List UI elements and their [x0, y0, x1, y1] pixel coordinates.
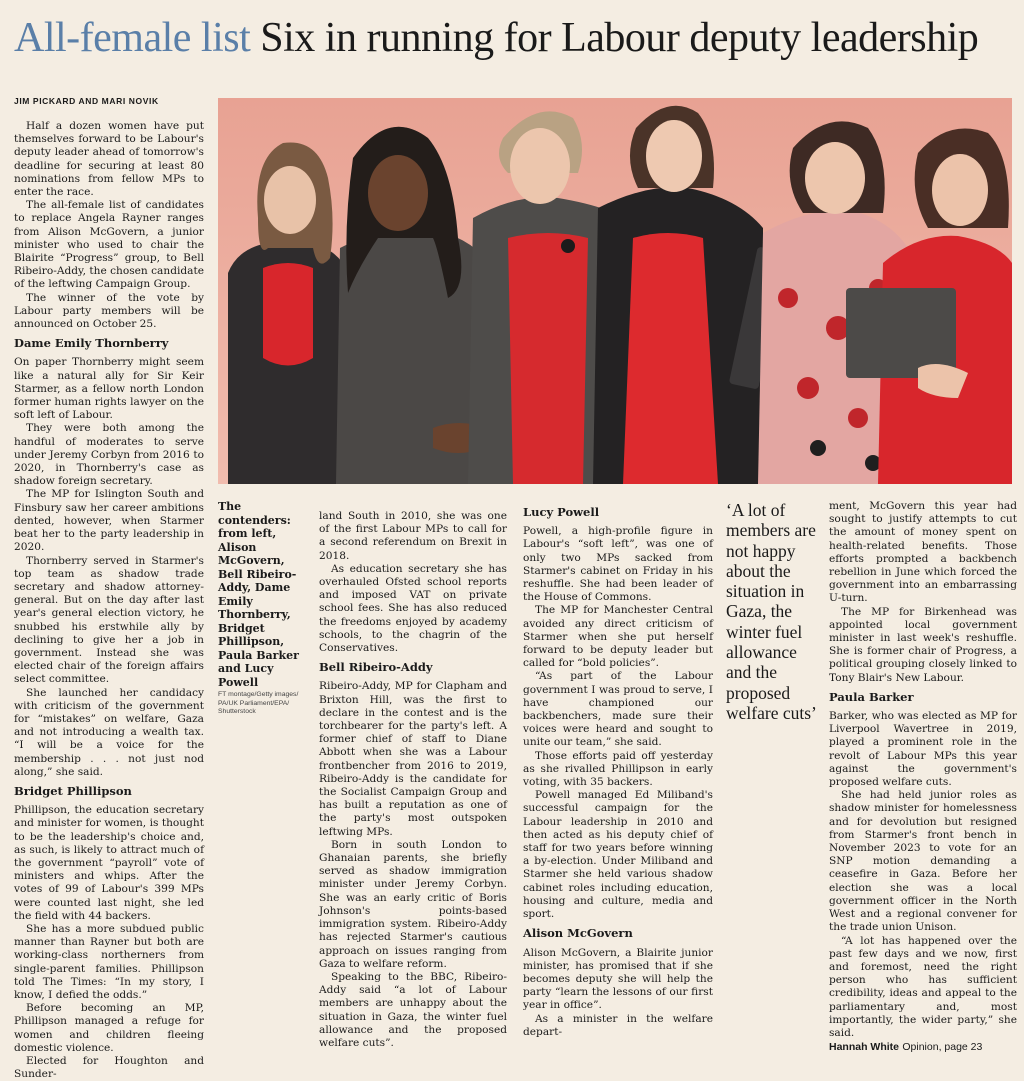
cross-reference-author: Hannah White	[829, 1041, 899, 1054]
body-paragraph: As a minister in the welfare depart-	[523, 1012, 713, 1038]
body-paragraph: ment, McGovern this year had sought to justify attempts to cut the amount of money spent on health-related benefits. Those efforts prompted a backbench rebellion in June which forced the government into an embarrassing U-turn.	[829, 500, 1017, 605]
body-paragraph: The MP for Islington South and Finsbury saw her career ambitions dented, however, when Starmer beat her to the party leadership in 2020.	[14, 488, 204, 554]
body-paragraph: Those efforts paid off yesterday as she rivalled Phillipson in early voting, with 35 backers.	[523, 749, 713, 789]
body-paragraph: Powell managed Ed Miliband's successful campaign for the Labour leadership in 2010 and then acted as his deputy chief of staff for two years before winning a by-election. Under Miliband and Starmer she held various shadow cabinet roles including education, housing and culture, media and sport.	[523, 789, 713, 921]
body-paragraph: The MP for Manchester Central avoided any direct criticism of Starmer when she put herself forward to be deputy leader but called for “bold policies”.	[523, 604, 713, 670]
pull-quote: ‘A lot of members are not happy about the situation in Gaza, the winter fuel allowance and the proposed welfare cuts’	[726, 500, 817, 723]
section-heading-powell: Lucy Powell	[523, 505, 600, 519]
body-paragraph: Before becoming an MP, Phillipson managed a refuge for women and children fleeing domestic violence.	[14, 1002, 204, 1054]
body-paragraph: Powell, a high-profile figure in Labour's “soft left”, was one of only two MPs sacked from Starmer's cabinet on Friday in his reshuffle. She had been leader of the House of Commons.	[523, 525, 713, 604]
headline-title: Six in running for Labour deputy leadership	[260, 15, 979, 61]
body-paragraph: They were both among the handful of moderates to serve under Jeremy Corbyn from 2016 to 2020, in Thornberry's case as shadow foreign secretary.	[14, 422, 204, 488]
body-paragraph: Elected for Houghton and Sunder-	[14, 1055, 204, 1081]
section-heading-barker: Paula Barker	[829, 689, 914, 704]
section-heading-mcgovern: Alison McGovern	[523, 926, 633, 941]
body-paragraph: Speaking to the BBC, Ribeiro-Addy said “a lot of Labour members are unhappy about the situation in Gaza, the winter fuel allowance and the proposed welfare cuts”.	[319, 970, 507, 1049]
body-paragraph: Alison McGovern, a Blairite junior minister, has promised that if she becomes deputy she will help the party “learn the lessons of our first year in office”.	[523, 946, 713, 1012]
body-paragraph: Barker, who was elected as MP for Liverpool Wavertree in 2019, played a prominent role in the revolt of Labour MPs this year against the government's proposed welfare cuts.	[829, 710, 1017, 789]
body-paragraph: Ribeiro-Addy, MP for Clapham and Brixton Hill, was the first to declare in the contest and is the torchbearer for the party's left. A former chief of staff to Diane Abbott when she was a Labour frontbencher from 2016 to 2019, Ribeiro-Addy is the candidate for the Socialist Campaign Group and has built a reputation as one of the party's most outspoken leftwing MPs.	[319, 680, 507, 838]
body-paragraph: She had held junior roles as shadow minister for homelessness and for devolution but resigned from Starmer's front bench in November 2023 to vote for an SNP motion demanding a ceasefire in Gaza. Before her election she was a local government officer in the North West and a regional convener for the trade union Unison.	[829, 789, 1017, 934]
byline: JIM PICKARD AND MARI NOVIK	[14, 96, 159, 106]
body-paragraph: She launched her candidacy with criticism of the government for “mistakes” on welfare, Gaza and not introducing a wealth tax. “I will be a voice for the membership . . . not just nod along,” she said.	[14, 686, 204, 778]
body-paragraph: “A lot has happened over the past few days and we now, first and foremost, need the right person who has sufficient credibility, ideas and appeal to the parliamentary and, most importantly, the wider party,” she said.	[829, 934, 1017, 1039]
column-6	[829, 500, 1017, 1054]
body-paragraph: She has a more subdued public manner than Rayner but both are working-class northerners from single-parent families. Phillipson told The Times: “In my story, I know, I defied the odds.”	[14, 922, 204, 1001]
body-paragraph: Phillipson, the education secretary and minister for women, is thought to be the leadership's choice and, as such, is likely to attract much of the government “payroll” vote of ministers and whips. After the votes of 99 of Labour's 399 MPs were counted last night, she led the field with 44 backers.	[14, 804, 204, 922]
section-heading-phillipson: Bridget Phillipson	[14, 783, 132, 798]
body-paragraph: Thornberry served in Starmer's top team as shadow trade secretary and shadow attorney-general. But on the day after last year's general election victory, he snubbed his erstwhile ally by declining to give her a job in government. Instead she was elected chair of the foreign affairs select committee.	[14, 554, 204, 686]
cross-reference-page: Opinion, page 23	[902, 1041, 983, 1054]
headline-kicker: All-female list	[14, 15, 251, 61]
contenders-photo	[218, 98, 1012, 484]
body-paragraph: land South in 2010, she was one of the first Labour MPs to call for a second referendum on Brexit in 2018.	[319, 510, 507, 562]
cross-reference	[829, 1041, 1017, 1054]
section-heading-thornberry: Dame Emily Thornberry	[14, 336, 169, 351]
intro-paragraph: The winner of the vote by Labour party members will be announced on October 25.	[14, 291, 204, 331]
intro-paragraph: The all-female list of candidates to replace Angela Rayner ranges from Alison McGovern, a junior minister who used to chair the Blairite “Progress” group, to Bell Ribeiro-Addy, the chosen candidate of the leftwing Campaign Group.	[14, 199, 204, 291]
column-1	[14, 120, 204, 1081]
body-paragraph: “As part of the Labour government I was proud to serve, I have championed our backbenchers, made sure their voices were heard and sought to unite our team,” she said.	[523, 670, 713, 749]
caption-title: The contenders: from left, Alison McGovern, Bell Ribeiro-Addy, Dame Emily Thornberry, Bridget Phillipson, Paula Barker and Lucy Powell	[218, 500, 299, 689]
column-3	[319, 510, 507, 1050]
photo-caption	[218, 500, 308, 717]
intro-paragraph: Half a dozen women have put themselves forward to be Labour's deputy leader ahead of tomorrow's deadline for securing at least 80 nominations from fellow MPs to enter the race.	[14, 120, 204, 199]
body-paragraph: On paper Thornberry might seem like a natural ally for Sir Keir Starmer, as a fellow north London former human rights lawyer on the soft left of Labour.	[14, 356, 204, 422]
contenders-photo-svg	[218, 98, 1012, 484]
headline	[14, 14, 1014, 62]
caption-credit: FT montage/Getty images/ PA/UK Parliament/EPA/ Shutterstock	[218, 691, 299, 715]
section-heading-ribeiro-addy: Bell Ribeiro-Addy	[319, 660, 433, 675]
body-paragraph: The MP for Birkenhead was appointed local government minister in last week's reshuffle. She is former chair of Progress, a political grouping closely linked to Tony Blair's New Labour.	[829, 605, 1017, 684]
body-paragraph: Born in south London to Ghanaian parents, she briefly served as shadow immigration minister under Jeremy Corbyn. She was an early critic of Boris Johnson's points-based immigration system. Ribeiro-Addy has rejected Starmer's cautious approach on issues ranging from Gaza to welfare reform.	[319, 838, 507, 970]
body-paragraph: As education secretary she has overhauled Ofsted school reports and imposed VAT on private school fees. She has also reduced the freedoms enjoyed by academy schools, to the chagrin of the Conservatives.	[319, 562, 507, 655]
column-4	[523, 504, 713, 1039]
